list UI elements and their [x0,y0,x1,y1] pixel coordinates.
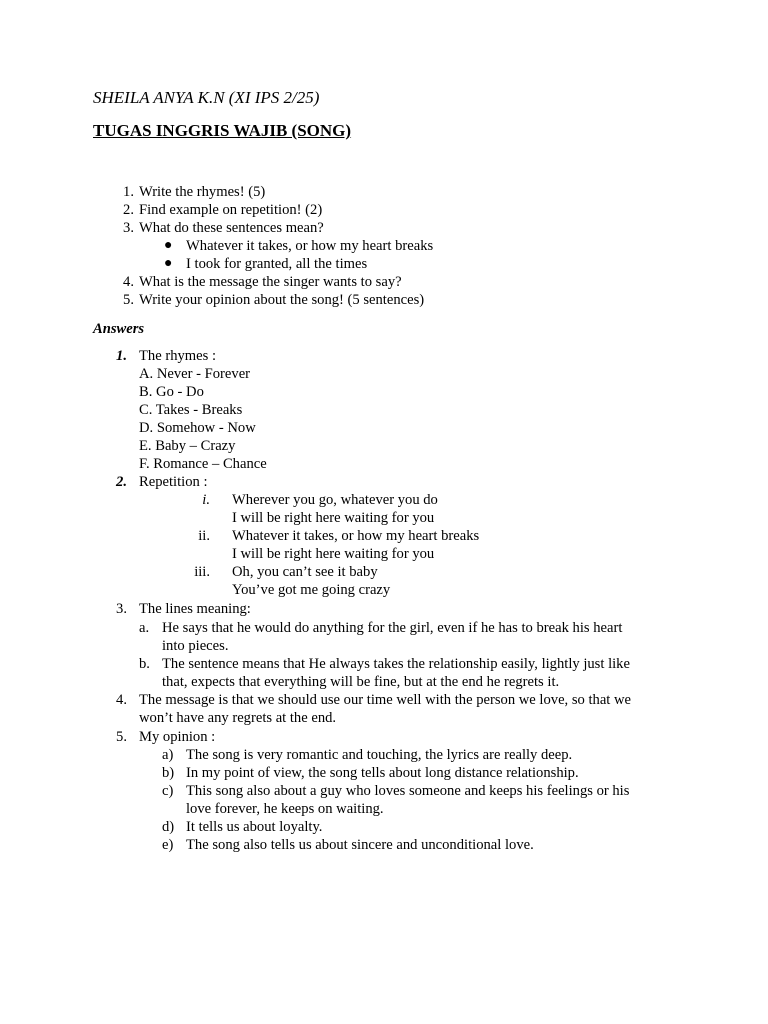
question-number: 3. [123,220,134,236]
roman-numeral: ii. [198,528,210,544]
answer-number: 4. [116,692,127,708]
question-text: Find example on repetition! (2) [139,202,323,218]
question-number: 5. [123,292,134,308]
rhyme-item: F. Romance – Chance [139,456,267,472]
meaning-line: He says that he would do anything for the girl, even if he has to break his heart [162,620,623,636]
question-text: Write the rhymes! (5) [139,184,266,200]
rhyme-item: D. Somehow - Now [139,420,256,436]
bullet-icon: ● [164,238,173,253]
answer-label: Repetition : [139,474,208,490]
opinion-line: love forever, he keeps on waiting. [186,801,384,817]
rhyme-item: E. Baby – Crazy [139,438,236,454]
answer-label: The lines meaning: [139,601,251,617]
repetition-line: Wherever you go, whatever you do [232,492,438,508]
answer-number: 3. [116,601,127,617]
sub-item-letter: b. [139,656,150,672]
question-number: 2. [123,202,134,218]
opinion-line: This song also about a guy who loves someone and keeps his feelings or his [186,783,630,799]
opinion-line: In my point of view, the song tells about long distance relationship. [186,765,579,781]
repetition-line: Oh, you can’t see it baby [232,564,378,580]
roman-numeral: i. [202,492,210,508]
question-text: What do these sentences mean? [139,220,324,236]
question-text: What is the message the singer wants to say? [139,274,402,290]
opinion-letter: b) [162,765,175,781]
author-line: SHEILA ANYA K.N (XI IPS 2/25) [93,88,320,107]
meaning-line: into pieces. [162,638,229,654]
bullet-item: I took for granted, all the times [186,256,368,272]
opinion-letter: c) [162,783,174,799]
sub-item-letter: a. [139,620,150,636]
repetition-line: Whatever it takes, or how my heart breaks [232,528,480,544]
opinion-line: It tells us about loyalty. [186,819,323,835]
bullet-icon: ● [164,256,173,271]
answers-heading: Answers [93,321,145,337]
repetition-line: I will be right here waiting for you [232,546,435,562]
meaning-line: that, expects that everything will be fine, but at the end he regrets it. [162,674,560,690]
message-line: The message is that we should use our time well with the person we love, so that we [139,692,632,708]
rhyme-item: C. Takes - Breaks [139,402,243,418]
question-number: 1. [123,184,134,200]
opinion-line: The song is very romantic and touching, the lyrics are really deep. [186,747,573,763]
repetition-line: I will be right here waiting for you [232,510,435,526]
opinion-letter: e) [162,837,174,853]
roman-numeral: iii. [194,564,210,580]
opinion-letter: d) [162,819,175,835]
rhyme-item: A. Never - Forever [139,366,251,382]
question-text: Write your opinion about the song! (5 sentences) [139,292,425,308]
answer-label: My opinion : [139,729,216,745]
rhyme-item: B. Go - Do [139,384,204,400]
question-number: 4. [123,274,134,290]
answer-label: The rhymes : [139,348,217,364]
answer-number: 5. [116,729,127,745]
bullet-item: Whatever it takes, or how my heart breaks [186,238,434,254]
opinion-letter: a) [162,747,174,763]
repetition-line: You’ve got me going crazy [232,582,391,598]
opinion-line: The song also tells us about sincere and unconditional love. [186,837,534,853]
meaning-line: The sentence means that He always takes the relationship easily, lightly just like [162,656,630,672]
answer-number: 2. [116,474,127,490]
answer-number: 1. [116,348,127,364]
message-line: won’t have any regrets at the end. [139,710,337,726]
document-title: TUGAS INGGRIS WAJIB (SONG) [93,121,352,140]
